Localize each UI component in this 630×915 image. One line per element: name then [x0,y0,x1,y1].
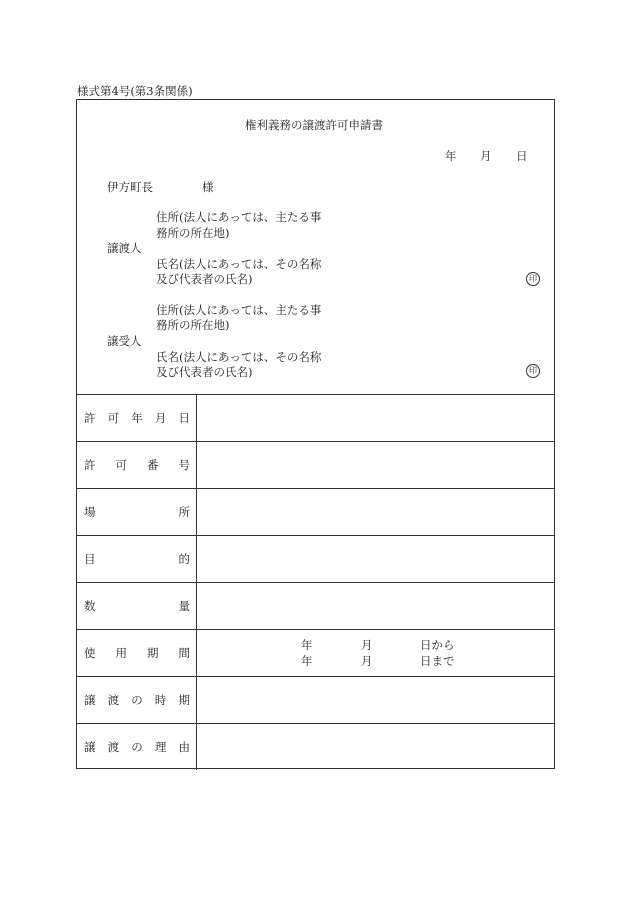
transferor-address-line1: 住所(法人にあっては、主たる事 [156,210,322,224]
transferor-address-line2: 務所の所在地) [156,226,230,240]
usage-to-month: 月 [361,654,373,668]
transferee-label: 譲受人 [107,334,142,348]
form-caption: 様式第4号(第3条関係) [77,84,193,98]
row-label-quantity: 数 量 [84,599,190,613]
row-label-permit-date: 許 可 年 月 日 [84,411,190,425]
transferee-address-line1: 住所(法人にあっては、主たる事 [156,303,322,317]
table-divider [77,582,554,583]
form-title: 権利義務の譲渡許可申請書 [245,118,383,132]
table-column-divider [196,394,197,770]
table-divider [77,441,554,442]
date-month: 月 [480,149,492,163]
usage-from-month: 月 [361,638,373,652]
transferor-seal-icon: 印 [526,272,540,286]
usage-to-year: 年 [301,654,313,668]
table-divider [77,488,554,489]
addressee-name: 伊方町長 [107,180,153,194]
row-label-location: 場 所 [84,505,190,519]
row-label-usage-period: 使 用 期 間 [84,646,190,660]
transferor-name-line2: 及び代表者の氏名) [156,272,253,286]
date-day: 日 [516,149,528,163]
date-year: 年 [445,149,457,163]
table-divider [77,535,554,536]
transferee-seal-icon: 印 [526,364,540,378]
transferee-address-line2: 務所の所在地) [156,318,230,332]
usage-from-day: 日から [420,638,455,652]
addressee-honorific: 様 [202,180,214,194]
row-label-permit-number: 許 可 番 号 [84,458,190,472]
row-label-transfer-timing: 譲 渡 の 時 期 [84,693,190,707]
usage-from-year: 年 [301,638,313,652]
usage-to-day: 日まで [420,654,455,668]
row-label-purpose: 目 的 [84,552,190,566]
row-label-transfer-reason: 譲 渡 の 理 由 [84,740,190,754]
table-divider [77,394,554,395]
application-form-frame [76,99,555,769]
table-divider [77,676,554,677]
table-divider [77,629,554,630]
transferee-name-line1: 氏名(法人にあっては、その名称 [156,350,322,364]
transferor-name-line1: 氏名(法人にあっては、その名称 [156,257,322,271]
transferee-name-line2: 及び代表者の氏名) [156,365,253,379]
table-divider [77,723,554,724]
transferor-label: 譲渡人 [107,241,142,255]
